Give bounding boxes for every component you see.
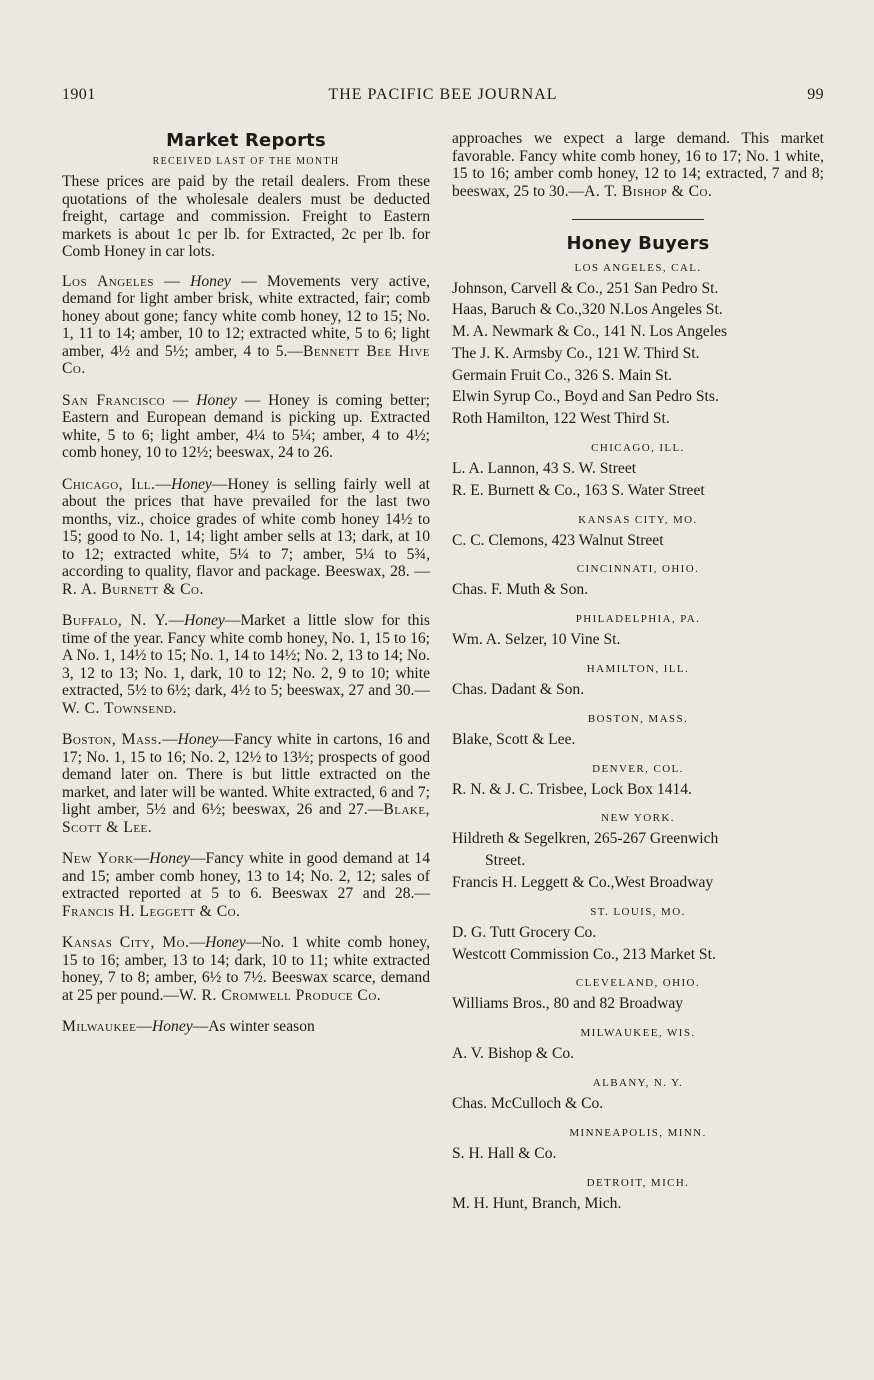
report-separator: — xyxy=(155,475,172,493)
report-city: Chicago, Ill. xyxy=(62,475,156,493)
report-signature: W. R. Cromwell Produce Co. xyxy=(178,986,382,1004)
buyer-entry: Wm. A. Selzer, 10 Vine St. xyxy=(452,631,621,649)
buyer-city-heading: LOS ANGELES, CAL. xyxy=(574,261,702,274)
report-separator: — xyxy=(236,391,269,409)
buyer-entry: Chas. F. Muth & Son. xyxy=(452,581,589,599)
report-text: Market a little slow for this time of the year. Fancy white comb honey, No. 1, 15 to 16; A No. 1, 14½ to 15; No. 1, 14 to 14½; No. 2, 13 to 14; No. 3, 12 to 13; No. 1, dark, 10 to 12; No. 2, 9 to 10; white extracted, 5½ to 6½; dark, 4½ to 5; beeswax, 27 and 30.— xyxy=(62,612,431,699)
report-text: No. 1 white comb honey, 15 to 16; amber, 13 to 14; dark, 10 to 11; white extracted honey, 7 to 8; amber, 6½ to 7½. Beeswax scarce, demand at 25 per pound.— xyxy=(62,934,430,1004)
report-separator: — xyxy=(168,612,185,629)
continuation-signature: A. T. Bishop & Co. xyxy=(584,182,713,200)
report-city: Boston, Mass. xyxy=(62,731,163,748)
report-separator: — xyxy=(192,1018,209,1035)
honey-buyers-list xyxy=(452,261,824,1215)
buyer-entry xyxy=(452,828,824,872)
market-reports-list xyxy=(62,273,430,1036)
report-separator: — xyxy=(245,934,262,951)
report-separator: — xyxy=(165,391,197,409)
report-separator: — xyxy=(133,850,150,867)
buyer-city-heading: KANSAS CITY, MO. xyxy=(578,513,698,526)
report-separator: — xyxy=(189,934,206,951)
continuation-text: approaches we expect a large demand. This market favorable. Fancy white comb honey, 16 to 17; No. 1 white, 15 to 16; amber comb honey, 12 to 14; extracted, 7 and 8; beeswax, 25 to 30.— xyxy=(452,130,824,200)
report-city: New York xyxy=(62,850,134,867)
report-separator: — xyxy=(230,272,267,290)
market-reports-subtitle: RECEIVED LAST OF THE MONTH xyxy=(152,155,340,167)
market-report xyxy=(62,731,430,836)
buyer-entry: Roth Hamilton, 122 West Third St. xyxy=(452,410,670,428)
buyer-entry-line: Hildreth & Segelkren, 265-267 Greenwich xyxy=(452,830,719,848)
buyer-entry: S. H. Hall & Co. xyxy=(452,1144,557,1162)
buyer-city-heading: BOSTON, MASS. xyxy=(587,712,689,725)
report-keyword: Honey xyxy=(177,731,219,748)
buyer-entry-line: Street. xyxy=(485,852,526,870)
report-city: Milwaukee xyxy=(62,1018,137,1035)
report-keyword: Honey xyxy=(190,272,231,290)
report-separator: — xyxy=(218,731,234,748)
market-reports-intro: These prices are paid by the retail dealers. From these quotations of the wholesale dealers must be deducted freight, cartage and commission. Freight to Eastern markets is about 1c per lb. for Extracted, 2c per lb. for Comb Honey in car lots. xyxy=(62,173,430,260)
market-report xyxy=(62,1018,430,1036)
market-report xyxy=(62,392,430,462)
report-separator: — xyxy=(211,475,228,493)
report-keyword: Honey xyxy=(151,1018,193,1035)
buyer-entry: L. A. Lannon, 43 S. W. Street xyxy=(452,460,637,478)
report-continuation xyxy=(452,130,824,200)
buyer-entry: Germain Fruit Co., 326 S. Main St. xyxy=(452,366,673,384)
report-keyword: Honey xyxy=(149,850,190,867)
report-text: Honey is coming better; Eastern and European demand is picking up. Extracted white, 5 to 6; light amber, 4¼ to 5¼; amber, 4 to 4½; comb honey, 10 to 12½; beeswax, 24 to 26. xyxy=(62,391,431,461)
report-text: Honey is selling fairly well at about the prices that have prevailed for the last two months, viz., choice grades of white comb honey 14½ to 15; good to No. 1, 14; light amber sells at 13; dark, at 10 to 12; extracted white, 5¼ to 7; amber, 5¼ to 5¾, according to quality, flavor and package. Beeswax, 28. — xyxy=(62,475,430,580)
market-report xyxy=(62,934,430,1004)
report-city: Los Angeles xyxy=(62,272,154,290)
report-signature: R. A. Burnett & Co. xyxy=(62,580,204,598)
left-column xyxy=(62,130,430,1036)
buyer-entry: M. A. Newmark & Co., 141 N. Los Angeles xyxy=(452,323,728,341)
buyer-entry: Haas, Baruch & Co.,320 N.Los Angeles St. xyxy=(452,301,723,319)
report-city: Kansas City, Mo. xyxy=(62,934,190,951)
section-divider xyxy=(572,219,704,220)
market-report xyxy=(62,612,430,717)
report-signature: Bennett Bee Hive Co. xyxy=(62,342,430,377)
report-separator: — xyxy=(162,731,178,748)
page-number: 99 xyxy=(807,86,824,103)
report-text: Movements very active, demand for light amber brisk, white extracted, fair; comb honey about gone; fancy white comb honey, 12 to 15; No. 1, 11 to 14; amber, 10 to 12; extracted white, 5 to 6; light amber, 4½ and 5½; amber, 4 to 5.— xyxy=(62,272,431,360)
buyer-entry: Johnson, Carvell & Co., 251 San Pedro St. xyxy=(452,279,719,297)
buyer-city-heading: ALBANY, N. Y. xyxy=(592,1077,684,1090)
buyer-entry: Williams Bros., 80 and 82 Broadway xyxy=(452,995,684,1013)
market-report xyxy=(62,476,430,599)
honey-buyers-title: Honey Buyers xyxy=(566,233,710,254)
buyer-city-heading: NEW YORK. xyxy=(601,812,675,825)
right-column xyxy=(452,130,824,1214)
buyer-entry: D. G. Tutt Grocery Co. xyxy=(452,923,597,941)
buyer-entry: Elwin Syrup Co., Boyd and San Pedro Sts. xyxy=(452,388,719,406)
report-text: As winter season xyxy=(208,1018,315,1035)
year: 1901 xyxy=(62,86,96,103)
buyer-entry: Westcott Commission Co., 213 Market St. xyxy=(452,945,716,963)
buyer-entry: M. H. Hunt, Branch, Mich. xyxy=(452,1194,622,1212)
report-signature: Blake, Scott & Lee. xyxy=(62,801,430,836)
report-signature: W. C. Townsend. xyxy=(62,699,177,717)
buyer-entry: Blake, Scott & Lee. xyxy=(452,730,576,748)
buyer-entry: Chas. Dadant & Son. xyxy=(452,681,585,699)
buyer-city-heading: CINCINNATI, OHIO. xyxy=(576,563,700,576)
buyer-city-heading: MILWAUKEE, WIS. xyxy=(580,1027,696,1040)
report-keyword: Honey xyxy=(171,475,212,493)
buyer-entry: R. N. & J. C. Trisbee, Lock Box 1414. xyxy=(452,780,692,798)
page-header xyxy=(62,86,824,108)
report-keyword: Honey xyxy=(184,612,225,629)
report-separator: — xyxy=(189,850,206,867)
buyer-entry: Chas. McCulloch & Co. xyxy=(452,1095,604,1113)
buyer-city-heading: CLEVELAND, OHIO. xyxy=(575,977,701,990)
buyer-city-heading: DETROIT, MICH. xyxy=(586,1176,690,1189)
report-city: San Francisco xyxy=(62,391,166,409)
buyer-city-heading: PHILADELPHIA, PA. xyxy=(575,613,701,626)
report-city: Buffalo, N. Y. xyxy=(62,612,169,629)
buyer-city-heading: ST. LOUIS, MO. xyxy=(590,905,686,918)
report-signature: Francis H. Leggett & Co. xyxy=(62,902,241,920)
report-text: Fancy white in cartons, 16 and 17; No. 1, 15 to 16; No. 2, 12½ to 13½; prospects of good demand later on. There is but little extracted on the market, and later will be wanted. White extracted, 6 and 7; light amber, 5½ and 6½; beeswax, 26 and 27.— xyxy=(62,731,430,818)
buyer-entry: A. V. Bishop & Co. xyxy=(452,1045,575,1063)
market-report xyxy=(62,850,430,920)
report-separator: — xyxy=(136,1018,152,1035)
buyer-city-heading: CHICAGO, ILL. xyxy=(591,442,685,455)
buyer-city-heading: MINNEAPOLIS, MINN. xyxy=(569,1126,707,1139)
market-reports-title: Market Reports xyxy=(166,130,326,151)
report-text: Fancy white in good demand at 14 and 15; amber comb honey, 13 to 14; No. 2, 12; sales of extracted reported at 5 to 6. Beeswax 27 and 28.— xyxy=(62,850,431,902)
buyer-entry: Francis H. Leggett & Co.,West Broadway xyxy=(452,874,714,892)
journal-title: THE PACIFIC BEE JOURNAL xyxy=(328,86,558,103)
report-separator: — xyxy=(153,272,191,290)
buyer-entry: The J. K. Armsby Co., 121 W. Third St. xyxy=(452,344,700,362)
report-keyword: Honey xyxy=(196,391,237,409)
buyer-city-heading: DENVER, COL. xyxy=(592,762,684,775)
buyer-entry: R. E. Burnett & Co., 163 S. Water Street xyxy=(452,481,705,499)
buyer-entry: C. C. Clemons, 423 Walnut Street xyxy=(452,531,664,549)
market-report xyxy=(62,273,430,378)
report-separator: — xyxy=(224,612,241,629)
buyer-city-heading: HAMILTON, ILL. xyxy=(586,663,690,676)
report-keyword: Honey xyxy=(205,934,246,951)
